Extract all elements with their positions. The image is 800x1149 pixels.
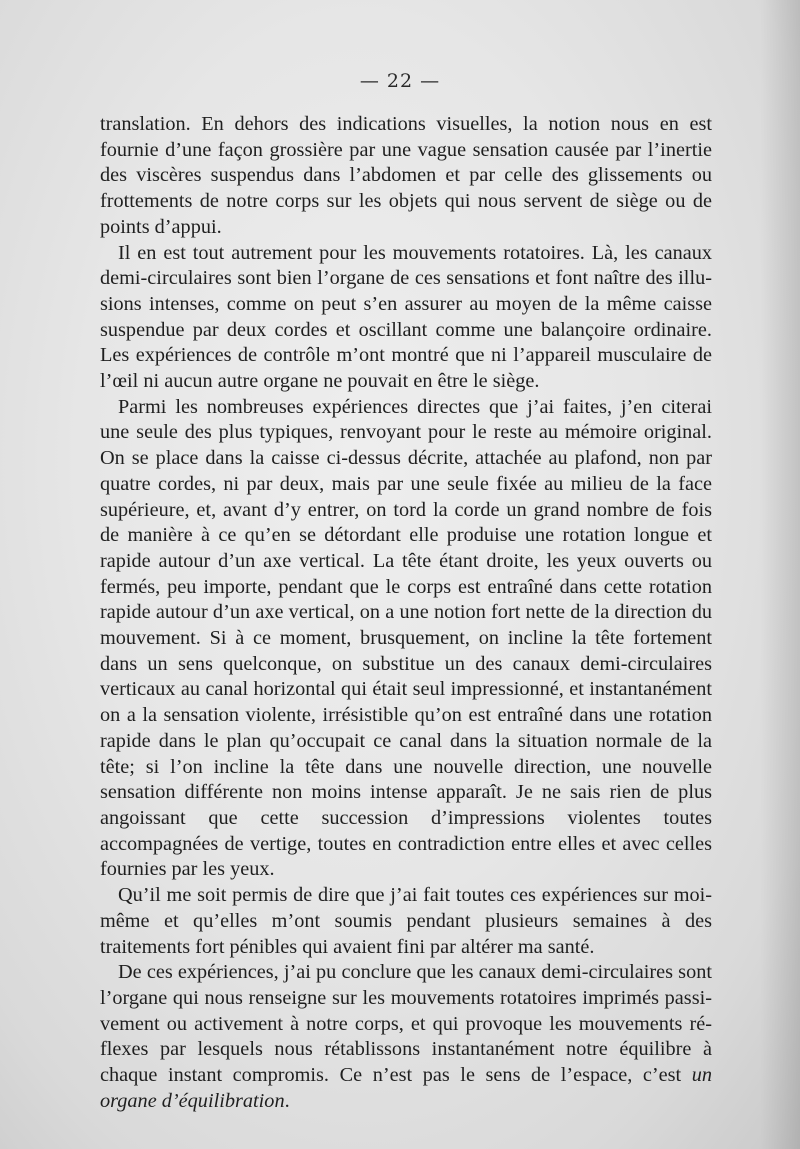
paragraph-5-end: . <box>284 1089 290 1112</box>
paragraph-4: Qu’il me soit permis de dire que j’ai fait toutes ces expériences sur moi-même et qu’elles m’ont soumis pendant plusieurs semaines à des traitements fort pénibles qui avaient fini par altérer ma santé. <box>100 884 712 958</box>
paragraph-5-text: De ces expériences, j’ai pu conclure que les canaux demi-circulaires sont l’organe qui nous renseigne sur les mouvements rotatoires imprimés passivement ou activement à notre corps, et qui provoque les mouvements réflexes par lesquels nous rétablissons instantanément notre équilibre à chaque instant compromis. Ce n’est pas le sens de l’espace, c’est <box>100 961 712 1087</box>
paragraph-1: translation. En dehors des indications visuelles, la notion nous en est fournie d’une façon grossière par une vague sensation causée par l’inertie des viscères suspendus dans l’abdomen et par celle des glissements ou frottements de notre corps sur les objets qui nous servent de siège ou de points d’appui. <box>100 113 712 238</box>
body-text <box>100 112 712 1114</box>
paragraph-5 <box>100 960 712 1114</box>
paragraph-3: Parmi les nombreuses expériences directes que j’ai faites, j’en citerai une seule des plus typiques, renvoyant pour le reste au mémoire original. On se place dans la caisse ci-dessus décrite, attachée au plafond, non par quatre cordes, ni par deux, mais par une seule fixée au milieu de la face supérieure, et, avant d’y entrer, on tord la corde un grand nombre de fois de manière à ce qu’en se détordant elle produise une rotation longue et rapide autour d’un axe vertical. La tête étant droite, les yeux ouverts ou fermés, peu importe, pendant que le corps est entraîné dans cette rotation rapide autour d’un axe vertical, on a une notion fort nette de la direction du mouvement. Si à ce moment, brusquement, on incline la tête fortement dans un sens quelconque, on substitue un des canaux demi-circulaires verticaux au canal horizontal qui était seul impressionné, et instantanément on a la sensation violente, irrésistible qu’on est entraîné dans une rotation rapide dans le plan qu’occupait ce canal dans la situation normale de la tête; si l’on incline la tête dans une nouvelle direction, une nouvelle sensation différente non moins intense apparaît. Je ne sais rien de plus angoissant que cette succession d’impressions violentes toutes accompagnées de vertige, toutes en contradiction entre elles et avec celles fournies par les yeux. <box>100 395 712 881</box>
paragraph-5-italic: un organe d’équilibration <box>100 1064 712 1112</box>
paragraph-2: Il en est tout autrement pour les mouvements rotatoires. Là, les canaux demi-circulaires sont bien l’organe de ces sensations et font naître des illusions intenses, comme on peut s’en assurer au moyen de la même caisse suspendue par deux cordes et oscillant comme une balançoire ordinaire. Les expériences de contrôle m’ont montré que ni l’appareil musculaire de l’œil ni aucun autre organe ne pouvait en être le siège. <box>100 241 712 393</box>
page-number: — 22 — <box>359 70 441 92</box>
